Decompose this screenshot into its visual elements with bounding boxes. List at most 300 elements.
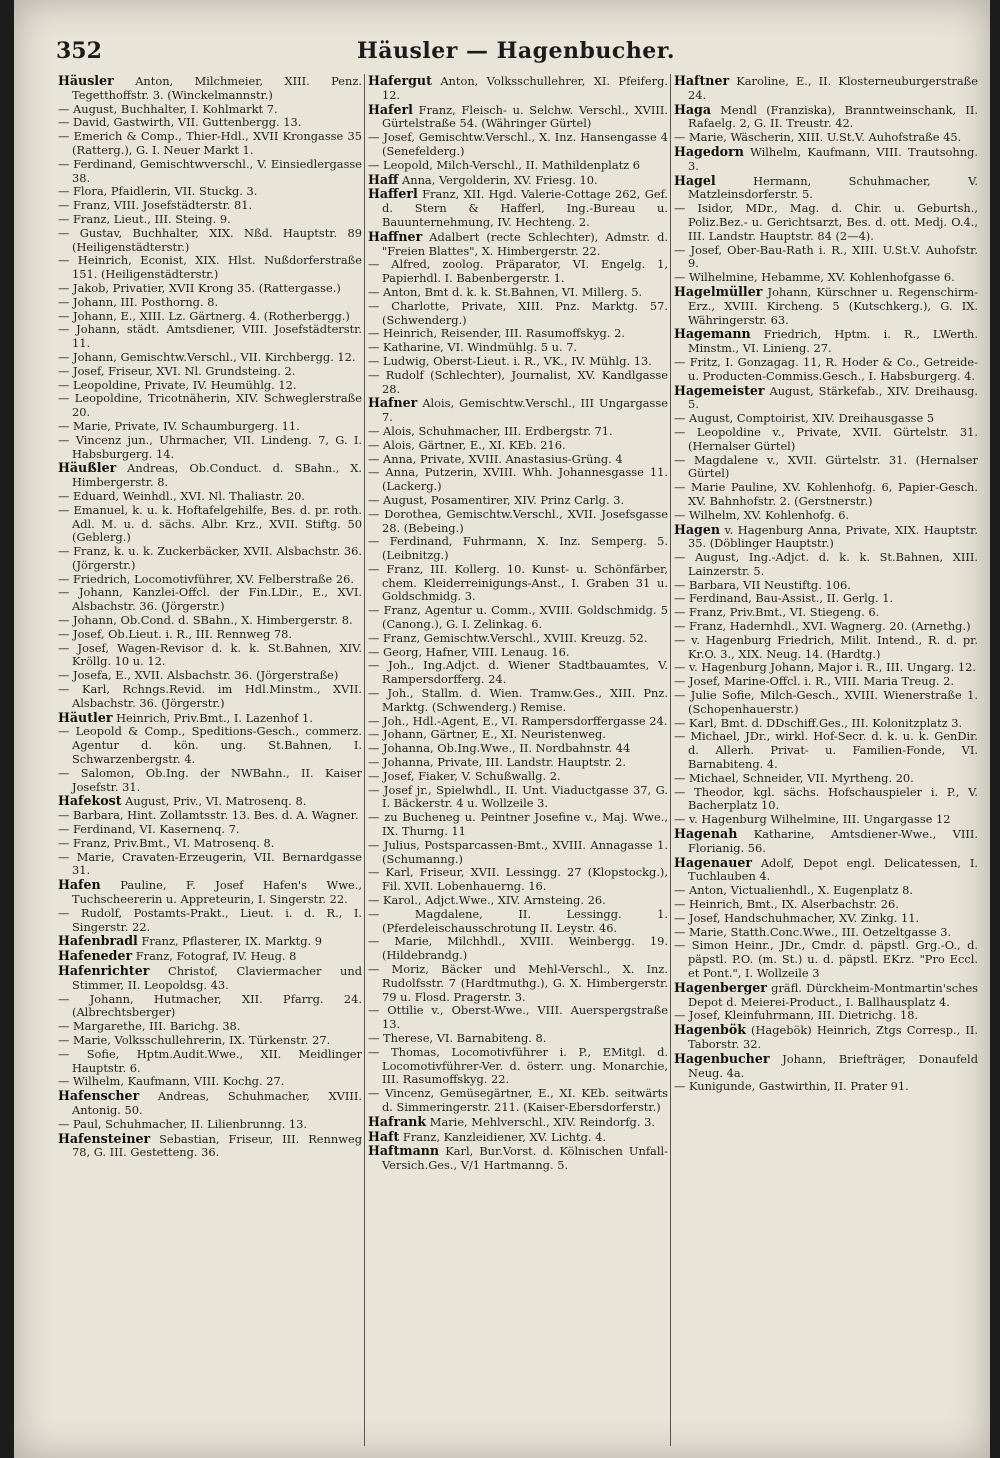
entry-details: — Franz, III. Kollerg. 10. Kunst- u. Schönfärber, chem. Kleiderreinigungs-Anst., I. Graben 31 u. Goldschmidg. 3.: [368, 561, 668, 604]
entry-details: Alois, Gemischtw.Verschl., III Ungargasse 7.: [382, 396, 668, 425]
entry-details: — David, Gastwirth, VII. Guttenbergg. 13.: [58, 115, 302, 130]
directory-entry: [368, 327, 668, 341]
entry-details: — Rudolf, Postamts-Prakt., Lieut. i. d. R., I. Singerstr. 22.: [58, 905, 362, 934]
directory-entry: [58, 545, 362, 573]
directory-entry: [674, 813, 978, 827]
directory-entry: [368, 286, 668, 300]
directory-entry: [674, 1080, 978, 1094]
entry-surname: Haftner: [674, 74, 730, 88]
directory-entry: [674, 579, 978, 593]
directory-entry: [58, 794, 362, 809]
entry-details: — Ferdinand, VI. Kasernenq. 7.: [58, 822, 240, 837]
entry-details: Franz, Fleisch- u. Selchw. Verschl., XVIII. Gürtelstraße 54. (Währinger Gürtel): [382, 102, 668, 131]
entry-details: — August, Ing.-Adjct. d. k. k. St.Bahnen, XIII. Lainzerstr. 5.: [674, 550, 978, 578]
entry-details: Friedrich, Hptm. i. R., LWerth. Minstm., VI. Linieng. 27.: [688, 327, 978, 356]
directory-entry: [368, 935, 668, 963]
directory-entry: [368, 866, 668, 894]
directory-entry: [368, 742, 668, 756]
entry-details: — Josef, Friseur, XVI. Nl. Grundsteing. 2.: [58, 363, 296, 378]
directory-entry: [674, 481, 978, 509]
directory-entry: [58, 837, 362, 851]
directory-entry: [368, 963, 668, 1004]
entry-details: — Leopoldine, Private, IV. Heumühlg. 12.: [58, 377, 297, 392]
directory-entry: [58, 573, 362, 587]
directory-entry: [368, 908, 668, 936]
entry-details: — Kunigunde, Gastwirthin, II. Prater 91.: [674, 1079, 909, 1094]
directory-entry: [368, 659, 668, 687]
entry-details: — Dorothea, Gemischtw.Verschl., XVII. Josefsgasse 28. (Bebeing.): [368, 506, 668, 535]
entry-details: — August, Posamentirer, XIV. Prinz Carlg. 3.: [368, 492, 625, 507]
column-1: [58, 74, 362, 1446]
directory-entry: [368, 1032, 668, 1046]
entry-details: — Thomas, Locomotivführer i. P., EMitgl. d. Locomotivführer-Ver. d. österr. ung. Monarchie, III. Rasumoffskyg. 22.: [368, 1044, 668, 1087]
directory-entry: [674, 523, 978, 552]
entry-details: — Sofie, Hptm.Audit.Wwe., XII. Meidlinger Hauptstr. 6.: [58, 1046, 362, 1075]
directory-entry: [58, 949, 362, 964]
directory-entry: [368, 1046, 668, 1087]
directory-entry: [58, 1048, 362, 1076]
directory-entry: [368, 300, 668, 328]
directory-entry: [368, 159, 668, 173]
directory-entry: [368, 187, 668, 229]
entry-details: — Wilhelmine, Hebamme, XV. Kohlenhofgasse 6.: [674, 270, 955, 285]
entry-details: — Marie, Milchhdl., XVIII. Weinbergg. 19. (Hildebrandg.): [368, 934, 668, 963]
directory-entry: [674, 244, 978, 272]
entry-details: Hermann, Schuhmacher, V. Matzleinsdorferstr. 5.: [688, 173, 978, 202]
directory-entry: [58, 103, 362, 117]
entry-details: — Julie Sofie, Milch-Gesch., XVIII. Wienerstraße 1. (Schopenhauerstr.): [674, 688, 978, 716]
directory-entry: [368, 894, 668, 908]
entry-details: — Karl, Bmt. d. DDschiff.Ges., III. Kolonitzplatz 3.: [674, 715, 963, 730]
entry-details: — Josef, Kleinfuhrmann, III. Dietrichg. 18.: [674, 1008, 919, 1023]
directory-entry: [368, 74, 668, 103]
directory-entry: [58, 642, 362, 670]
directory-entry: [58, 993, 362, 1021]
directory-entry: [674, 898, 978, 912]
directory-entry: [58, 586, 362, 614]
entry-details: — Alfred, zoolog. Präparator, VI. Engelg. 1, Papierhdl. I. Babenbergerstr. 1.: [368, 257, 668, 286]
entry-details: — Franz, Lieut., III. Steing. 9.: [58, 211, 231, 226]
directory-entry: [58, 434, 362, 462]
directory-entry: [674, 634, 978, 662]
directory-entry: [674, 271, 978, 285]
directory-entry: [368, 453, 668, 467]
directory-entry: [368, 1130, 668, 1145]
directory-entry: [368, 341, 668, 355]
entry-details: — Josef, Fiaker, V. Schußwallg. 2.: [368, 768, 561, 783]
entry-details: — Katharine, VI. Windmühlg. 5 u. 7.: [368, 340, 578, 355]
directory-entry: [58, 116, 362, 130]
entry-details: — Franz, Agentur u. Comm., XVIII. Goldschmidg. 5 (Canong.), G. I. Zelinkag. 6.: [368, 603, 668, 632]
directory-entry: [58, 310, 362, 324]
directory-entry: [674, 131, 978, 145]
entry-details: Anton, Milchmeier, XIII. Penz. Tegetthoffstr. 3. (Winckelmannstr.): [72, 74, 362, 102]
directory-entry: [368, 646, 668, 660]
directory-entry: [58, 185, 362, 199]
entry-details: — August, Buchhalter, I. Kohlmarkt 7.: [58, 101, 278, 116]
entry-details: Andreas, Schuhmacher, XVIII. Antonig. 50.: [72, 1089, 362, 1117]
entry-surname: Hafenscher: [58, 1088, 140, 1104]
directory-entry: [368, 687, 668, 715]
entry-details: — Josef, Wagen-Revisor d. k. k. St.Bahnen, XIV. Kröllg. 10 u. 12.: [58, 640, 362, 669]
directory-entry: [368, 811, 668, 839]
entry-details: — Fritz, I. Gonzagag. 11, R. Hoder & Co., Getreide- u. Producten-Commiss.Gesch., I. Habsburgerg. 4.: [674, 354, 978, 383]
entry-details: — Eduard, Weinhdl., XVI. Nl. Thaliastr. 20.: [58, 488, 306, 503]
entry-surname: Häusler: [58, 74, 114, 88]
entry-details: Johann, Kürschner u. Regenschirm-Erz., XVIII. Kircheng. 5 (Kutschkerg.), G. IX. Währingerstr. 63.: [688, 284, 978, 327]
directory-entry: [58, 130, 362, 158]
entry-details: — v. Hagenburg Friedrich, Milit. Intend., R. d. pr. Kr.O. 3., XIX. Neug. 14. (Hardtg.): [674, 632, 978, 661]
directory-entry: [368, 369, 668, 397]
page-header: [56, 38, 976, 72]
directory-entry: [674, 717, 978, 731]
entry-details: — Josef, Marine-Offcl. i. R., VIII. Maria Treug. 2.: [674, 674, 954, 689]
entry-details: — Ludwig, Oberst-Lieut. i. R., VK., IV. Mühlg. 13.: [368, 353, 652, 368]
directory-entry: [674, 1052, 978, 1081]
directory-entry: [58, 227, 362, 255]
directory-entry: [674, 1023, 978, 1052]
directory-entry: [674, 592, 978, 606]
directory-entry: [674, 606, 978, 620]
entry-details: — Friedrich, Locomotivführer, XV. Felberstraße 26.: [58, 571, 355, 586]
entry-details: — Josef, Handschuhmacher, XV. Zinkg. 11.: [674, 910, 920, 925]
entry-surname: Häußler: [58, 460, 117, 476]
directory-entry: [368, 604, 668, 632]
entry-details: — Johann, Ob.Cond. d. SBahn., X. Himbergerstr. 8.: [58, 613, 353, 628]
directory-entry: [674, 454, 978, 482]
directory-entry: [58, 809, 362, 823]
entry-surname: Hagenbucher: [674, 1050, 770, 1066]
entry-details: — Josef jr., Spielwhdl., II. Unt. Viaductgasse 37, G. I. Bäckerstr. 4 u. Wollzeile 3.: [368, 782, 668, 811]
directory-entry: [674, 74, 978, 103]
entry-details: — Barbara, Hint. Zollamtsstr. 13. Bes. d. A. Wagner.: [58, 808, 359, 823]
entry-surname: Hagel: [674, 172, 716, 188]
directory-entry: [58, 296, 362, 310]
entry-surname: Hafrank: [368, 1113, 427, 1129]
entry-details: — Magdalene, II. Lessingg. 1. (Pferdeleischausschrotung II. Leystr. 46.: [368, 906, 668, 935]
directory-entry: [674, 661, 978, 675]
entry-details: — Karol., Adjct.Wwe., XIV. Arnsteing. 26.: [368, 893, 606, 908]
entry-details: — Joh., Hdl.-Agent, E., VI. Rampersdorffergasse 24.: [368, 713, 668, 728]
directory-entry: [58, 669, 362, 683]
directory-entry: [58, 323, 362, 351]
column-3: [674, 74, 978, 1446]
directory-entry: [58, 1020, 362, 1034]
entry-details: — Alois, Schuhmacher, III. Erdbergstr. 71.: [368, 423, 613, 438]
entry-details: — Heinrich, Bmt., IX. Alserbachstr. 26.: [674, 897, 899, 912]
entry-surname: Hagemann: [674, 326, 751, 342]
entry-surname: Hagedorn: [674, 143, 744, 159]
entry-details: Marie, Mehlverschl., XIV. Reindorfg. 3.: [426, 1114, 655, 1129]
entry-details: — Therese, VI. Barnabiteng. 8.: [368, 1030, 547, 1045]
column-rule: [364, 74, 365, 1446]
directory-entry: [58, 74, 362, 103]
entry-details: — Joh., Ing.Adjct. d. Wiener Stadtbauamtes, V. Rampersdorfferg. 24.: [368, 658, 668, 687]
entry-details: — Josefa, E., XVII. Alsbachstr. 36. (Jörgerstraße): [58, 668, 339, 683]
entry-details: — Johann, Kanzlei-Offcl. der Fin.LDir., E., XVI. Alsbachstr. 36. (Jörgerstr.): [58, 585, 362, 614]
entry-details: — Ferdinand, Gemischtwverschl., V. Einsiedlergasse 38.: [58, 156, 362, 185]
directory-entry: [58, 282, 362, 296]
directory-entry: [674, 145, 978, 174]
entry-details: Mendl (Franziska), Branntweinschank, II. Rafaelg. 2, G. II. Treustr. 42.: [688, 102, 978, 131]
entry-details: — Michael, Schneider, VII. Myrtheng. 20.: [674, 770, 914, 785]
entry-details: — Johann, III. Posthorng. 8.: [58, 294, 219, 309]
directory-entry: [58, 614, 362, 628]
directory-entry: [368, 131, 668, 159]
entry-details: — Alois, Gärtner, E., XI. KEb. 216.: [368, 437, 566, 452]
entry-details: — Johann, Gärtner, E., XI. Neuristenweg.: [368, 727, 606, 742]
entry-details: Andreas, Ob.Conduct. d. SBahn., X. Himbergerstr. 8.: [72, 461, 362, 490]
entry-details: — Franz, Priv.Bmt., VI. Matrosenq. 8.: [58, 835, 275, 850]
entry-surname: Hagenberger: [674, 979, 767, 995]
directory-entry: [58, 254, 362, 282]
entry-details: Franz, Pflasterer, IX. Marktg. 9: [137, 934, 323, 949]
directory-entry: [674, 620, 978, 634]
entry-details: — Gustav, Buchhalter, XIX. Nßd. Hauptstr. 89 (Heiligenstädterstr.): [58, 225, 362, 254]
directory-entry: [58, 1075, 362, 1089]
directory-entry: [58, 1132, 362, 1161]
entry-details: — Wilhelm, XV. Kohlenhofg. 6.: [674, 507, 850, 522]
entry-surname: Hafensteiner: [58, 1130, 151, 1146]
directory-entry: [368, 770, 668, 784]
entry-details: — Johann, Gemischtw.Verschl., VII. Kirchbergg. 12.: [58, 349, 356, 364]
entry-details: — Franz, k. u. k. Zuckerbäcker, XVII. Alsbachstr. 36. (Jörgerstr.): [58, 544, 362, 572]
entry-details: — Simon Heinr., JDr., Cmdr. d. päpstl. Grg.-O., d. päpstl. P.O. (m. St.) u. d. päpstl. EKrz. "Pro Eccl. et Pont.", I. Wollzeile 3: [674, 938, 978, 980]
directory-entry: [674, 285, 978, 327]
entry-details: — Anton, Victualienhdl., X. Eugenplatz 8.: [674, 883, 913, 898]
directory-entry: [674, 675, 978, 689]
directory-entry: [368, 425, 668, 439]
entry-surname: Hagemeister: [674, 382, 765, 398]
entry-details: — v. Hagenburg Wilhelmine, III. Ungargasse 12: [674, 812, 951, 827]
directory-entry: [58, 628, 362, 642]
entry-details: — Franz, Priv.Bmt., VI. Stiegeng. 6.: [674, 605, 880, 620]
directory-entry: [674, 174, 978, 203]
directory-entry: [368, 784, 668, 812]
directory-entry: [58, 725, 362, 766]
entry-details: — Emanuel, k. u. k. Hoftafelgehilfe, Bes. d. pr. roth. Adl. M. u. d. sächs. Albr. Krz., XVII. Stiftg. 50 (Geblerg.): [58, 502, 362, 545]
directory-entry: [368, 1004, 668, 1032]
entry-details: — Anna, Private, XVIII. Anastasius-Grüng. 4: [368, 451, 623, 466]
directory-entry: [368, 728, 668, 742]
directory-entry: [58, 711, 362, 726]
entry-details: — Heinrich, Econist, XIX. Hlst. Nußdorferstraße 151. (Heiligenstädterstr.): [58, 253, 362, 282]
directory-entry: [674, 356, 978, 384]
entry-details: — Joh., Stallm. d. Wien. Tramw.Ges., XIII. Pnz. Marktg. (Schwenderg.) Remise.: [368, 686, 668, 714]
directory-entry: [368, 1115, 668, 1130]
directory-entry: [58, 1089, 362, 1118]
entry-details: — Karl, Rchngs.Revid. im Hdl.Minstm., XVII. Alsbachstr. 36. (Jörgerstr.): [58, 682, 362, 710]
column-rule: [670, 74, 671, 1446]
directory-entry: [674, 509, 978, 523]
directory-entry: [674, 926, 978, 940]
directory-entry: [368, 439, 668, 453]
entry-details: — Ferdinand, Fuhrmann, X. Inz. Semperg. 5. (Leibnitzg.): [368, 534, 668, 563]
entry-surname: Hagelmüller: [674, 283, 763, 299]
entry-surname: Haferl: [368, 101, 413, 117]
directory-page: [14, 0, 990, 1458]
entry-details: — Emerich & Comp., Thier-Hdl., XVII Krongasse 35 (Ratterg.), G. I. Neuer Markt 1.: [58, 129, 362, 157]
directory-entry: [674, 912, 978, 926]
entry-details: — Josef, Ob.Lieut. i. R., III. Rennweg 78.: [58, 626, 292, 641]
directory-entry: [368, 355, 668, 369]
directory-entry: [58, 379, 362, 393]
entry-details: Sebastian, Friseur, III. Rennweg 78, G. III. Gestetteng. 36.: [72, 1131, 362, 1160]
directory-entry: [58, 878, 362, 907]
directory-entry: [368, 1087, 668, 1115]
directory-entry: [674, 981, 978, 1010]
directory-entry: [368, 466, 668, 494]
directory-entry: [58, 964, 362, 993]
entry-surname: Hafergut: [368, 74, 432, 88]
directory-entry: [58, 199, 362, 213]
entry-details: — Ottilie v., Oberst-Wwe., VIII. Auerspergstraße 13.: [368, 1003, 668, 1032]
entry-details: — Ferdinand, Bau-Assist., II. Gerlg. 1.: [674, 591, 894, 606]
entry-details: gräfl. Dürckheim-Montmartin'sches Depot d. Meierei-Product., I. Ballhausplatz 4.: [688, 980, 978, 1009]
directory-entry: [58, 213, 362, 227]
entry-surname: Haft: [368, 1128, 400, 1144]
entry-details: (Hagebök) Heinrich, Ztgs Corresp., II. Taborstr. 32.: [688, 1023, 978, 1051]
directory-entry: [368, 535, 668, 563]
entry-details: — zu Bucheneg u. Peintner Josefine v., Maj. Wwe., IX. Thurng. 11: [368, 810, 668, 839]
directory-entry: [368, 230, 668, 259]
entry-details: — Johann, E., XIII. Lz. Gärtnerg. 4. (Rotherbergg.): [58, 308, 350, 323]
entry-details: August, Stärkefab., XIV. Dreihausg. 5.: [688, 383, 978, 412]
page-number: 352: [56, 38, 102, 64]
directory-entry: [674, 103, 978, 132]
directory-entry: [674, 786, 978, 814]
entry-details: — Johanna, Private, III. Landstr. Hauptstr. 2.: [368, 755, 627, 770]
entry-details: — Julius, Postsparcassen-Bmt., XVIII. Annagasse 1. (Schumanng.): [368, 837, 668, 866]
entry-surname: Hafenbradl: [58, 933, 138, 949]
entry-details: — Jakob, Privatier, XVII Krong 35. (Rattergasse.): [58, 280, 341, 295]
entry-details: — Marie, Volksschullehrerin, IX. Türkenstr. 27.: [58, 1032, 331, 1047]
directory-entry: [674, 772, 978, 786]
entry-details: — Marie, Wäscherin, XIII. U.St.V. Auhofstraße 45.: [674, 130, 962, 145]
entry-details: — Leopold & Comp., Speditions-Gesch., commerz. Agentur d. kön. ung. St.Bahnen, I. Schwarzenbergstr. 4.: [58, 724, 362, 767]
directory-entry: [58, 504, 362, 545]
entry-details: Anna, Vergolderin, XV. Friesg. 10.: [398, 172, 598, 187]
entry-details: Franz, Fotograf, IV. Heug. 8: [132, 949, 297, 964]
entry-details: Karl, Bur.Vorst. d. Kölnischen Unfall-Versich.Ges., V/1 Hartmanng. 5.: [382, 1144, 668, 1173]
entry-details: — Anton, Bmt d. k. k. St.Bahnen, VI. Millerg. 5.: [368, 284, 643, 299]
entry-details: — August, Comptoirist, XIV. Dreihausgasse 5: [674, 411, 935, 426]
directory-entry: [368, 715, 668, 729]
directory-entry: [58, 1034, 362, 1048]
directory-entry: [368, 258, 668, 286]
directory-entry: [674, 856, 978, 885]
entry-details: — Franz, VIII. Josefstädterstr. 81.: [58, 198, 253, 213]
entry-details: — v. Hagenburg Johann, Major i. R., III. Ungarg. 12.: [674, 660, 976, 675]
entry-details: — Johann, Hutmacher, XII. Pfarrg. 24. (Albrechtsberger): [58, 991, 362, 1020]
directory-entry: [674, 827, 978, 856]
entry-surname: Haffner: [368, 228, 423, 244]
directory-entry: [674, 551, 978, 579]
entry-details: — Flora, Pfaidlerin, VII. Stuckg. 3.: [58, 184, 258, 199]
entry-details: — Johann, städt. Amtsdiener, VIII. Josefstädterstr. 11.: [58, 322, 362, 351]
entry-details: Franz, Kanzleidiener, XV. Lichtg. 4.: [399, 1129, 606, 1144]
entry-details: — Vincenz jun., Uhrmacher, VII. Lindeng. 7, G. I. Habsburgerg. 14.: [58, 432, 362, 461]
entry-details: — Isidor, MDr., Mag. d. Chir. u. Geburtsh., Poliz.Bez.- u. Gerichtsarzt, Bes. d. ott. Medj. O.4., III. Landstr. Hauptstr. 84 (2—4).: [674, 201, 978, 243]
entry-details: — Moriz, Bäcker und Mehl-Verschl., X. Inz. Rudolfsstr. 7 (Hardtmuthg.), G. X. Himbergerstr. 79 u. Flosd. Pragerstr. 3.: [368, 962, 668, 1004]
directory-entry: [58, 351, 362, 365]
entry-details: — Georg, Hafner, VIII. Lenaug. 16.: [368, 644, 570, 659]
directory-entry: [58, 934, 362, 949]
entry-details: — Theodor, kgl. sächs. Hofschauspieler i. P., V. Bacherplatz 10.: [674, 784, 978, 813]
directory-entry: [674, 730, 978, 771]
entry-surname: Haftmann: [368, 1143, 440, 1159]
directory-entry: [368, 563, 668, 604]
directory-entry: [368, 494, 668, 508]
entry-details: — Wilhelm, Kaufmann, VIII. Kochg. 27.: [58, 1074, 285, 1089]
entry-surname: Hagen: [674, 521, 721, 537]
directory-entry: [58, 158, 362, 186]
entry-details: Adolf, Depot engl. Delicatessen, I. Tuchlauben 4.: [688, 855, 978, 884]
directory-entry: [674, 1009, 978, 1023]
entry-surname: Häutler: [58, 709, 113, 725]
entry-details: — Johanna, Ob.Ing.Wwe., II. Nordbahnstr. 44: [368, 741, 631, 756]
directory-entry: [58, 683, 362, 711]
directory-entry: [368, 632, 668, 646]
entry-surname: Hagenah: [674, 826, 738, 842]
running-head: Häusler — Hagenbucher.: [356, 38, 676, 64]
directory-entry: [58, 851, 362, 879]
entry-details: Heinrich, Priv.Bmt., I. Lazenhof 1.: [112, 710, 313, 725]
entry-surname: Hafekost: [58, 793, 122, 809]
directory-entry: [58, 767, 362, 795]
entry-surname: Hafner: [368, 395, 418, 411]
entry-details: Karoline, E., II. Klosterneuburgerstraße 24.: [688, 74, 978, 102]
directory-entry: [674, 327, 978, 356]
directory-entry: [58, 365, 362, 379]
entry-details: — Salomon, Ob.Ing. der NWBahn., II. Kaiser Josefstr. 31.: [58, 765, 362, 794]
directory-entry: [368, 508, 668, 536]
entry-details: — Margarethe, III. Barichg. 38.: [58, 1019, 241, 1034]
entry-details: — Leopoldine v., Private, XVII. Gürtelstr. 31. (Hernalser Gürtel): [674, 424, 978, 453]
entry-details: Adalbert (recte Schlechter), Admstr. d. "Freien Blattes", X. Himbergerstr. 22.: [382, 229, 668, 258]
entry-details: Johann, Briefträger, Donaufeld Neug. 4a.: [688, 1051, 978, 1080]
entry-details: Katharine, Amtsdiener-Wwe., VIII. Florianig. 56.: [688, 827, 978, 855]
entry-details: — Josef, Ober-Bau-Rath i. R., XIII. U.St.V. Auhofstr. 9.: [674, 242, 978, 271]
entry-surname: Hagenauer: [674, 854, 752, 870]
directory-entry: [674, 426, 978, 454]
entry-surname: Hafeneder: [58, 948, 133, 964]
entry-details: — Josef, Gemischtw.Verschl., X. Inz. Hansengasse 4 (Senefelderg.): [368, 130, 668, 158]
entry-details: — Barbara, VII Neustiftg. 106.: [674, 577, 851, 592]
directory-entry: [368, 756, 668, 770]
directory-entry: [58, 823, 362, 837]
directory-entry: [368, 1144, 668, 1173]
directory-entry: [58, 461, 362, 490]
entry-details: v. Hagenburg Anna, Private, XIX. Hauptstr. 35. (Döblinger Hauptstr.): [688, 522, 978, 551]
directory-entry: [58, 490, 362, 504]
directory-entry: [58, 1118, 362, 1132]
entry-details: Pauline, F. Josef Hafen's Wwe., Tuchscheererin u. Appreteurin, I. Singerstr. 22.: [72, 878, 362, 907]
entry-details: Wilhelm, Kaufmann, VIII. Trautsohng. 3.: [688, 144, 978, 173]
entry-details: Christof, Claviermacher und Stimmer, II. Leopoldsg. 43.: [72, 964, 362, 992]
directory-entry: [368, 396, 668, 425]
directory-entry: [58, 420, 362, 434]
entry-details: — Karl, Friseur, XVII. Lessingg. 27 (Klopstockg.), Fil. XVII. Lobenhauerng. 16.: [368, 865, 668, 894]
entry-details: — Anna, Putzerin, XVIII. Whh. Johannesgasse 11. (Lackerg.): [368, 465, 668, 494]
directory-entry: [368, 173, 668, 188]
entry-details: — Marie, Statth.Conc.Wwe., III. Oetzeltgasse 3.: [674, 924, 952, 939]
entry-details: — Magdalene v., XVII. Gürtelstr. 31. (Hernalser Gürtel): [674, 452, 978, 481]
directory-entry: [368, 103, 668, 132]
entry-surname: Hafferl: [368, 186, 418, 202]
directory-entry: [674, 884, 978, 898]
entry-details: Franz, XII. Hgd. Valerie-Cottage 262, Gef. d. Stern & Hafferl, Ing.-Bureau u. Bauunternehmung, IV. Hechteng. 2.: [382, 187, 668, 229]
